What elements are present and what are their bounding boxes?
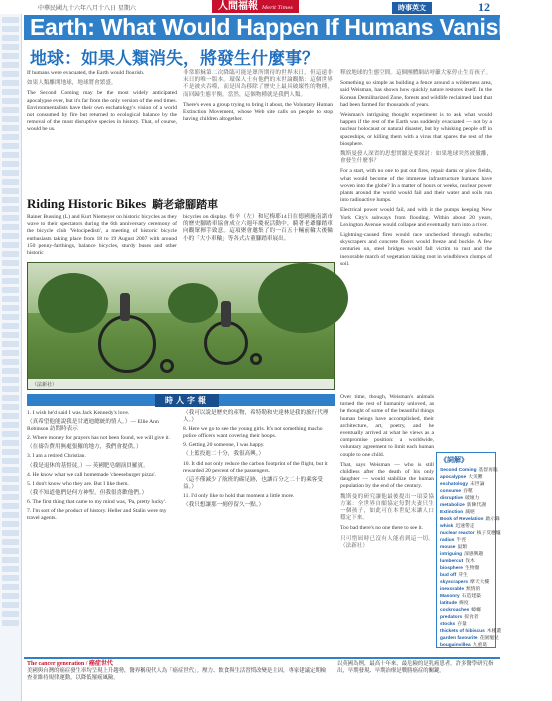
quote-item: 8. Here we go to see the young girls. It's not something macho police officers want covering their hoops. <box>183 426 323 440</box>
bottom-right-text: 以英國為例，最高十年來，最危險的是乳癌患者。許多醫學研究指出，早期發現、早期治療是戰勝癌症的關鍵。 <box>337 661 494 674</box>
article-paragraph: Something so simple as building a fence around a wilderness area, said Weisman, has shown how quickly nature restores itself. In the Korean Demilitarized Zone, forests and wildlife reclaimed land that had been farmed for thousands of years. <box>340 80 492 108</box>
article-paragraph: Over time, though, Weisman's animals turned the rest of humanity unloved, as he thought of some of the beautiful things human beings have accomplished, their architecture, art, poetry, and he eventually arrived at what he views as a compromise position: a worldwide, voluntary agreement to limit each human couple to one child. <box>340 394 434 458</box>
riding-paragraph: Rainer Bussing (L) and Kurt Niemeyer on historic bicycles as they wave to their spectators during the 6th anniversary ceremony of the bicycle club 'Velocipedisti', a meeting of historic bicycle enthusiasts taking place from 18 to 19 August 2007 with around 150 penny-farthings, balance bicycles, sturdy buses and other historic <box>27 214 177 257</box>
issue-date: 中華民國九十六年八月十八日 星期六 <box>38 5 136 12</box>
article-paragraph: 魏斯曼的研究讓他最後提出一項妥協方案：全世界自願協定每對夫妻只生一個孩子，如此可在本世紀末讓人口穩定下來。 <box>340 493 434 522</box>
quote-item: （在禱告費用無處張羅的地方，我們會提供。） <box>27 444 142 451</box>
vocabulary-item: Masonry 石造建築 <box>440 594 481 599</box>
quote-item: 9. Getting 20 someone, I was happy. <box>183 442 265 449</box>
page-number: 12 <box>478 0 490 14</box>
article-paragraph: Weisman's intriguing thought experiment is to ask what would happen if the rest of the Earth was suddenly evacuated — not by a nuclear holocaust or natural disaster, but by whisking people off in spaceships, or killing them with a virus that spares the rest of the biosphere. <box>340 112 492 147</box>
vocabulary-item: lumbercut 伐木 <box>440 559 475 564</box>
article-paragraph: Electrical power would fail, and with it the pumps keeping New York City's subways from flooding. Within about 20 years, Lexington Avenue would collapse and eventually turn into a river. <box>340 207 492 228</box>
vocabulary-title: 《詞解》 <box>440 456 468 464</box>
riding-paragraph: bicycles on display. 布辛（左）和尼梅耶14日在德國施南諾市的歷史腳踏車協會成立六週年慶祝活動中，騎著老爺腳踏車向觀眾揮手致意。這項聚會邀集了約一百五十輛前輪大後輪小的「大小車輪」等各式古董腳踏車展出。 <box>183 214 333 242</box>
cancer-article-title: The cancer generation / 癌症世代 <box>27 661 113 667</box>
quotes-column-2 <box>183 410 333 654</box>
photo-caption: （法新社） <box>28 379 334 389</box>
vocabulary-item: Book of Revelation 啟示錄 <box>440 517 500 522</box>
cancer-article <box>27 661 327 701</box>
riding-title-zh: 騎老爺腳踏車 <box>152 198 219 211</box>
vocabulary-list <box>437 467 502 649</box>
quote-item: 11. I'd only like to hold that moment a little more. <box>183 492 295 499</box>
riding-bikes-title <box>27 196 335 209</box>
article-paragraph: If humans were evacuated, the Earth would flourish. <box>27 70 145 76</box>
left-index-column <box>0 14 22 701</box>
article-paragraph: 只可惜屆時已沒有人能看到這一切。（法新社） <box>340 535 434 549</box>
vocabulary-item: radius 半徑 <box>440 538 467 543</box>
headline: Earth: What Would Happen If Humans Vanished? <box>24 15 500 40</box>
vocabulary-item: stocks 存量 <box>440 622 467 627</box>
article-paragraph: The Second Coming may be the most widely anticipated apocalypse ever, but it's far from the only version of the end times. Environmentalists have their own eschatology's vision of a world not consumed by fire but returned to ecological balance by the removal of the most disruptive species in history. That, of course, would be us. <box>27 90 177 133</box>
subheadline: 地球：如果人類消失，將發生什麼事？ <box>30 49 319 69</box>
vocabulary-box <box>436 452 502 648</box>
article-paragraph: There's even a group trying to bring it about, the Voluntary Human Extinction Movement, whose Web site calls on people to stop having children altogether. <box>183 101 333 123</box>
riding-title-en: Riding Historic Bikes <box>27 196 147 211</box>
bicycle-photo <box>27 262 335 390</box>
article-paragraph: 魏斯曼發人深省的思想實驗是要探討：如果地球突然被撤離，會發生什麼事？ <box>340 151 492 165</box>
quotes-banner <box>27 394 335 406</box>
quote-item: （我可以說是歷史的產物，希特勒和史達林是我的旅行代理人。） <box>183 410 329 424</box>
quote-item: （我只想讓那一刻停留久一點。） <box>183 502 265 509</box>
bottom-section <box>24 657 500 701</box>
vocabulary-item: intriguing 深感興趣 <box>440 552 484 557</box>
logo-subtext: Merit Times <box>262 5 293 11</box>
article-paragraph: That, says Weisman — who is still childless after the death of his only daughter — would stabilize the human population by the end of the century. <box>340 461 434 490</box>
vocabulary-item: mouse 鼠類 <box>440 545 468 550</box>
vocabulary-item: consume 吞噬 <box>440 489 473 494</box>
vocabulary-item: skyscrapers 摩天大樓 <box>440 580 490 585</box>
vocabulary-item: disruptive 破壞力 <box>440 496 480 501</box>
logo-text: 人間福報 <box>218 1 258 12</box>
vocabulary-item: predators 掠食者 <box>440 615 479 620</box>
vocabulary-item: eschatology 末世論 <box>440 482 485 487</box>
quote-item: （我是退休的基督徒。）— 英國肥皂劇演員羅賓。 <box>27 462 149 469</box>
vocabulary-item: whisk 迅速帶走 <box>440 524 475 529</box>
vocabulary-item: inexorable 無情的 <box>440 587 481 592</box>
quote-item: （這不僅減少了航班的碳足跡，也讓百分之二十的乘客受益。） <box>183 476 323 490</box>
quote-item: 5. I don't know who they are. But I like them. <box>27 480 129 487</box>
quote-item: （上籃投進二十分，我很高興。） <box>183 451 265 458</box>
article-column-4 <box>340 394 434 646</box>
quotes-banner-label: 時人字報 <box>155 394 219 407</box>
vocabulary-item: Extinction 滅絕 <box>440 510 475 515</box>
article-paragraph: 釋放地球的生態空間。這個團體網站呼籲大家停止生育孩子。 <box>340 70 492 76</box>
vocabulary-item: biosphere 生物圈 <box>440 566 480 571</box>
quote-item: 3. I am a retired Christian. <box>27 453 86 460</box>
quote-item: （真希望他能說我是甘迺迪總統的情人。）— Ellie Ann Robinson 訪問時表示 <box>27 419 159 433</box>
article-paragraph: Too bad there's no one there to see it. <box>340 525 424 532</box>
vocabulary-item: cockroaches 蟑螂 <box>440 608 481 613</box>
article-column-2 <box>183 70 333 190</box>
article-paragraph: 非常耶穌第二次降臨可能是眾所期待的世界末日，但這遠非末日的唯一版本。環保人士有他們的末世論觀點：這個世界不是被火吞噬，而是因為移除了歷史上最具破壞性的物種，而回歸生態平衡。當然，這個物種就是我們人類。 <box>183 70 333 98</box>
riding-column-1 <box>27 214 177 258</box>
article-paragraph: Lightning-caused fires would race unchecked through suburbs; skyscrapers and concrete floors would freeze and buckle. A few centuries on, steel bridges would fall victim to rust and the inexorable march of vegetation taking root in windblown clumps of soil. <box>340 232 492 267</box>
vocabulary-item: bud off 芽生 <box>440 573 468 578</box>
quote-item: 7. I'm sort of the product of history. Heller and Stalin were my travel agents. <box>27 508 167 522</box>
vocabulary-item: apocalypse 大災難 <box>440 475 483 480</box>
quote-item: （我不知道他們是何方神聖，但我很喜歡他們。） <box>27 489 148 496</box>
quote-item: 4. He know what we call homemade 'cheeseburger pizza'. <box>27 471 156 478</box>
vocabulary-item: metabolize 新陳代謝 <box>440 503 486 508</box>
riding-column-2 <box>183 214 333 258</box>
article-paragraph: For a start, with no one to put out fires, repair dams or plow fields, what would become of the immense infrastructure humans have woven into the globe? In a matter of hours or weeks, nuclear power plants around the world would fail and their water and soils run into radioactive lumps. <box>340 168 492 204</box>
quote-item: 10. It did not only reduce the carbon footprint of the flight, but it rewarded 20 percent of the passengers. <box>183 460 328 474</box>
page-header <box>0 0 500 14</box>
vocabulary-item: bougainvillea 九重葛 <box>440 643 488 648</box>
newspaper-logo <box>212 0 299 13</box>
section-label: 時事英文 <box>392 2 432 14</box>
cancer-article-text: 美國與台灣的癌症發生率均呈現上升趨勢，醫界稱現代人為「癌症世代」。壓力、飲食與生活習慣改變是主因，專家建議定期檢查並維持規律運動，以降低罹癌風險。 <box>27 667 327 681</box>
vocabulary-item: Second Coming 基督再臨 <box>440 468 498 473</box>
quote-item: 2. Where money for prayers has not been found, we will give it. <box>27 435 170 442</box>
vocabulary-item: garden favourite 花園寵兒 <box>440 636 499 641</box>
article-paragraph: 如果人類離開地球，地球將會繁盛。 <box>27 80 117 87</box>
quotes-column-1 <box>27 410 177 654</box>
article-column-3 <box>340 70 492 380</box>
vocabulary-item: nuclear reactor 核子反應爐 <box>440 531 501 536</box>
quote-item: 6. The first thing that came to my mind was, 'Pa, pretty lucky'. <box>27 498 167 505</box>
article-column-1 <box>27 70 177 190</box>
vocabulary-item: latitude 緯度 <box>440 601 469 606</box>
quote-item: 1. I wish he'd said I was Jack Kennedy's love. <box>27 410 130 416</box>
vocabulary-item: thickets of hibiscus 木槿叢 <box>440 629 502 634</box>
